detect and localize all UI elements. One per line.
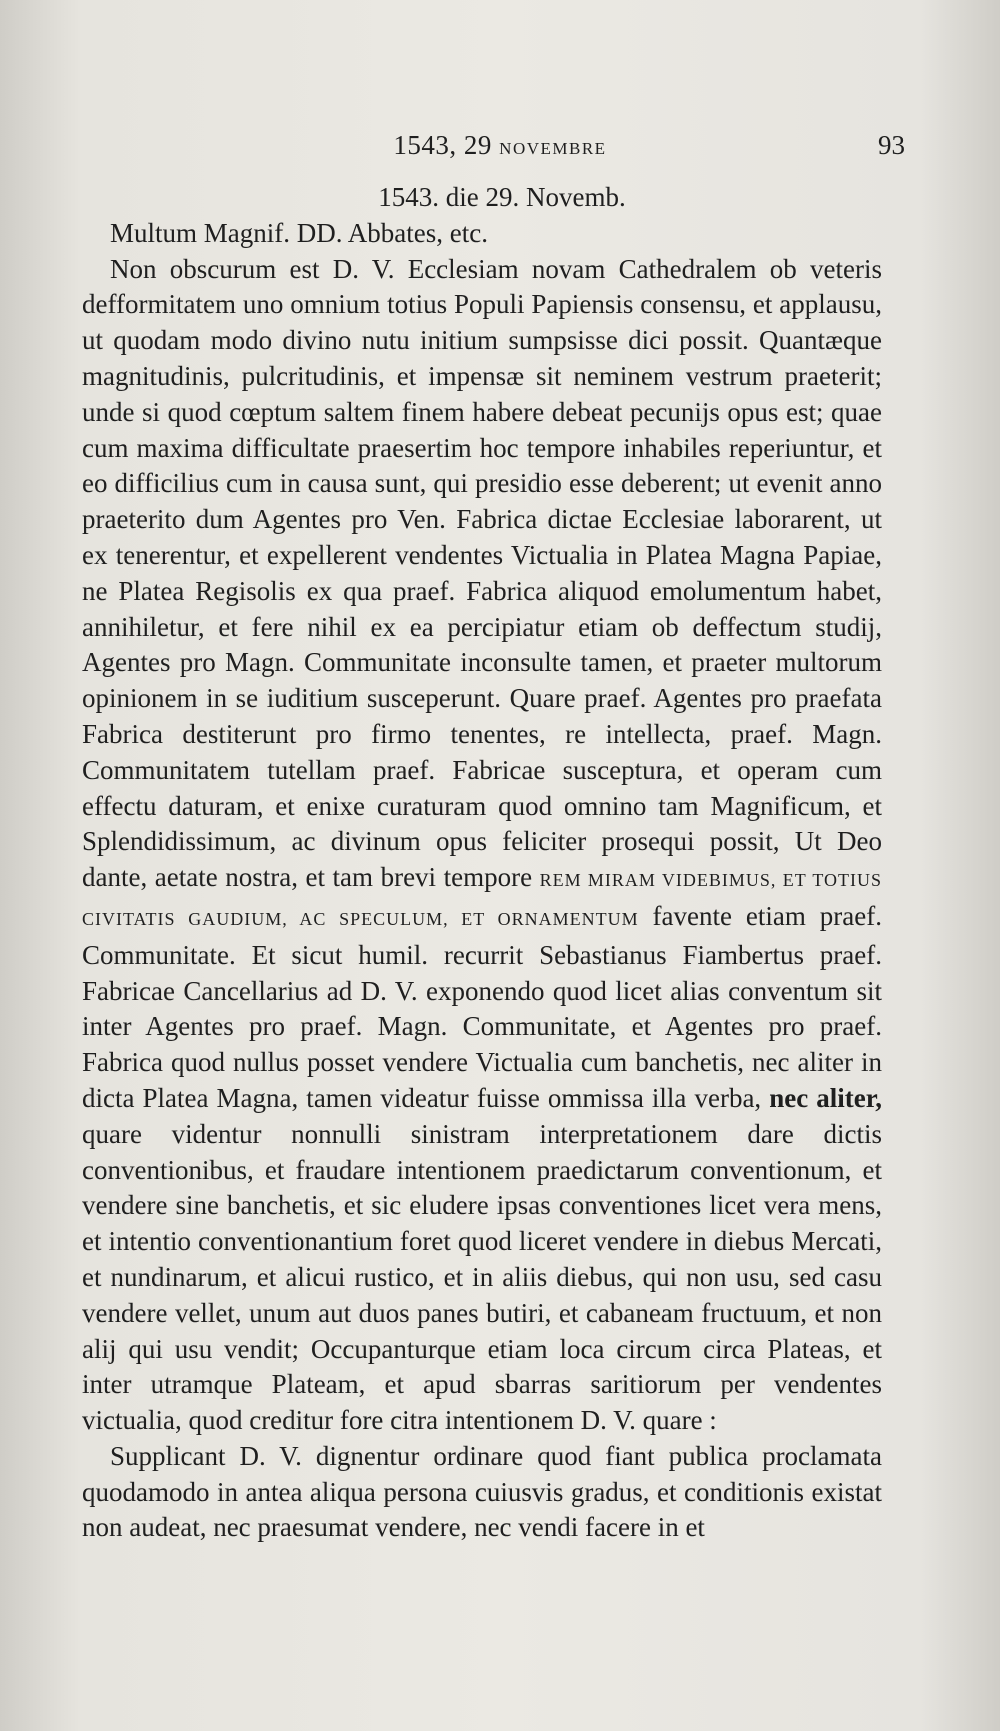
running-head-year: 1543, 29 [393, 130, 492, 160]
paragraph-1 [82, 252, 882, 1439]
paragraph-1-text-c: quare videntur nonnulli sinistram interpretationem dare dictis conventionibus, et fraudare intentionem praedictarum conventionum, et vendere sine banchetis, et sic eludere ipsas conventiones licet vera mens, et intentio conventionantium foret quod liceret vendere in diebus Mercati, et nundinarum, et alicui rustico, et in aliis diebus, qui non usu, sed casu vendere vellet, unum aut duos panes butiri, et cabaneam fructuum, et non alij qui usu vendit; Occupanturque etiam loca circum circa Plateas, et inter utramque Plateam, et apud sbarras saritiorum per vendentes victualia, quod creditur fore citra intentionem D. V. quare : [82, 1118, 882, 1436]
paragraph-2: Supplicant D. V. dignentur ordinare quod fiant publica proclamata quodamodo in antea aliqua persona cuiusvis gradus, et conditionis existat non audeat, nec praesumat vendere, nec vendi facere in et [82, 1440, 882, 1543]
document-body [82, 180, 882, 1546]
paragraph-1-text-b: favente etiam praef. Communitate. Et sicut humil. recurrit Sebastianus Fiambertus praef. Fabricae Cancellarius ad D. V. exponendo quod licet alias conventum sit inter Agentes pro praef. Magn. Communitate, et Agentes pro praef. Fabrica quod nullus posset vendere Victualia cum banchetis, nec aliter in dicta Platea Magna, tamen videatur fuisse ommissa illa verba, [82, 900, 882, 1113]
salutation: Multum Magnif. DD. Abbates, etc. [110, 217, 488, 248]
running-head [0, 130, 1000, 161]
running-head-month: NOVEMBRE [499, 139, 607, 158]
paragraph-1-small-caps: REM MIRAM VIDEBIMUS, ET TOTIUS CIVITATIS GAUDIUM, AC SPECULUM, ET ORNAMENTUM [82, 870, 883, 929]
paragraph-1-text-a: Non obscurum est D. V. Ecclesiam novam Cathedralem ob veteris defformitatem uno omnium totius Populi Papiensis consensu, et applausu, ut quodam modo divino nutu initium sumpsisse dici possit. Quantæque magnitudinis, pulcritudinis, et impensæ sit neminem vestrum praeterit; unde si quod cœptum saltem finem habere debeat pecunijs opus est; quae cum maxima difficultate praesertim hoc tempore inhabiles reperiuntur, et eo difficilius cum in causa sunt, qui presidio esse deberent; ut evenit anno praeterito dum Agentes pro Ven. Fabrica dictae Ecclesiae laborarent, ut ex tenerentur, et expellerent vendentes Victualia in Platea Magna Papiae, ne Platea Regisolis ex qua praef. Fabrica aliquod emolumentum habet, annihiletur, et fere nihil ex ea percipiatur etiam ob deffectum studij, Agentes pro Magn. Communitate inconsulte tamen, et praeter multorum opinionem in se iuditium susceperunt. Quare praef. Agentes pro praefata Fabrica destiterunt pro firmo tenentes, re intellecta, praef. Magn. Communitatem tutellam praef. Fabricae susceptura, et operam cum effectu daturam, et enixe curaturam quod omnino tam Magnificum, et Splendidissimum, ac divinum opus feliciter prosequi possit, Ut Deo dante, aetate nostra, et tam brevi tempore [82, 253, 882, 893]
page-header [0, 130, 1000, 170]
paragraph-1-bold: nec aliter, [769, 1082, 883, 1113]
page-number: 93 [878, 130, 905, 160]
date-line: 1543. die 29. Novemb. [378, 182, 626, 212]
